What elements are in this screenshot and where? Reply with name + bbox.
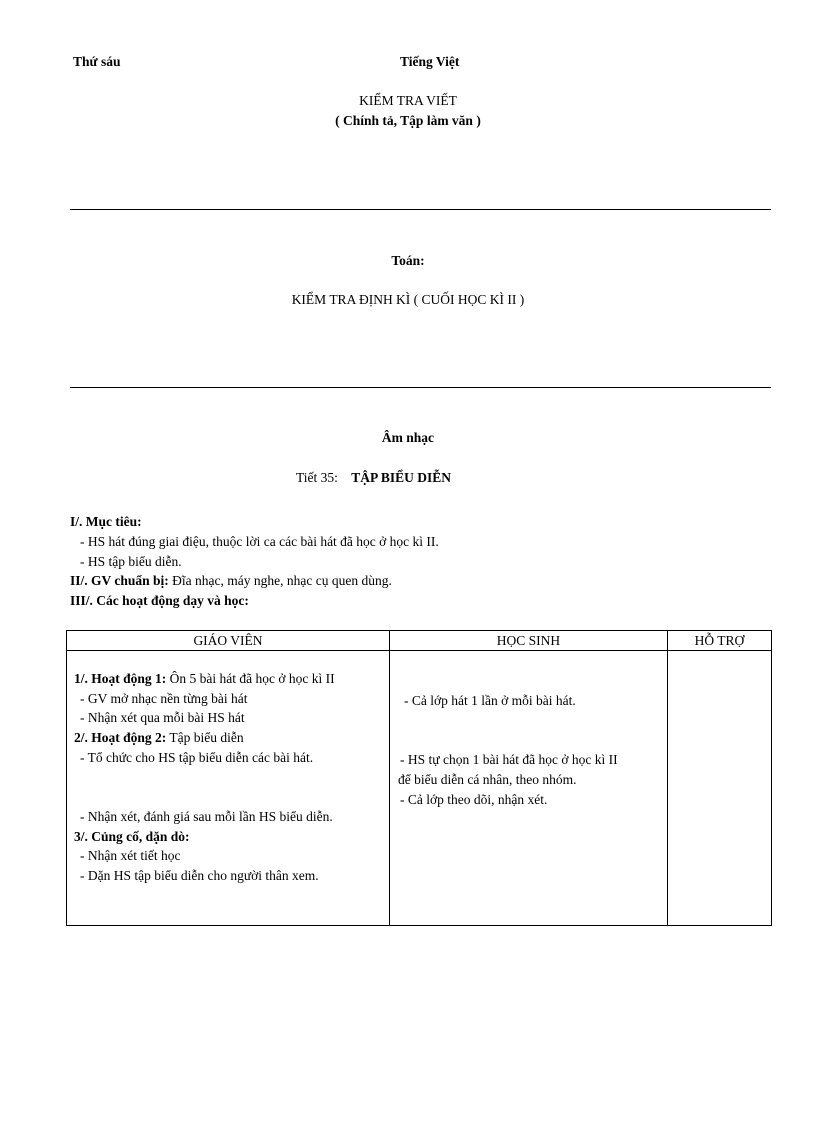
subject-math: Toán: — [391, 253, 425, 268]
day-label: Thứ sáu — [73, 54, 121, 69]
teacher-step: - GV mở nhạc nền từng bài hát — [80, 691, 248, 706]
objectives-heading: I/. Mục tiêu: — [70, 514, 142, 529]
student-column — [390, 651, 668, 926]
preparation-line — [70, 573, 392, 589]
objective-item-1: - HS hát đúng giai điệu, thuộc lời ca các bài hát đã học ở học kì II. — [80, 534, 439, 549]
title-written-test: KIỂM TRA VIẾT — [359, 93, 457, 108]
title-periodic-test: KIỂM TRA ĐỊNH KÌ ( CUỐI HỌC KÌ II ) — [291, 292, 525, 307]
activity-2 — [74, 730, 244, 746]
subtitle-written-test: ( Chính tả, Tập làm văn ) — [335, 113, 481, 128]
teacher-step: - Dặn HS tập biểu diễn cho người thân xem. — [80, 868, 319, 883]
lesson-heading — [296, 470, 451, 486]
divider-1 — [70, 209, 771, 210]
activity-1 — [74, 671, 335, 687]
activity-2-label: 2/. Hoạt động 2: — [74, 730, 167, 745]
teacher-column — [67, 651, 390, 926]
student-step: - Cả lớp hát 1 lần ở mỗi bài hát. — [404, 693, 576, 708]
lesson-title: TẬP BIỂU DIỄN — [351, 470, 452, 485]
preparation-heading: II/. GV chuẩn bị: — [70, 573, 169, 588]
activity-3-label: 3/. Củng cố, dặn dò: — [74, 829, 190, 844]
divider-2 — [70, 387, 771, 388]
activity-1-text: Ôn 5 bài hát đã học ở học kì II — [166, 671, 335, 686]
subject-music: Âm nhạc — [381, 430, 435, 445]
header-student: HỌC SINH — [390, 631, 668, 651]
subject-vietnamese: Tiếng Việt — [400, 54, 460, 69]
table-header-row — [67, 631, 772, 651]
activities-table — [66, 630, 772, 926]
activity-1-label: 1/. Hoạt động 1: — [74, 671, 167, 686]
preparation-text: Đĩa nhạc, máy nghe, nhạc cụ quen dùng. — [168, 573, 392, 588]
table-row — [67, 651, 772, 926]
teacher-step: - Nhận xét, đánh giá sau mỗi lần HS biểu diễn. — [80, 809, 333, 824]
activity-2-text: Tập biểu diễn — [166, 730, 244, 745]
teacher-step: - Nhận xét qua mỗi bài HS hát — [80, 710, 245, 725]
header-support: HỖ TRỢ — [668, 631, 772, 651]
student-step: để biểu diễn cá nhân, theo nhóm. — [398, 772, 577, 787]
activities-heading: III/. Các hoạt động dạy và học: — [70, 593, 249, 608]
teacher-step: - Nhận xét tiết học — [80, 848, 181, 863]
lesson-number: Tiết 35: — [296, 470, 338, 485]
support-column — [668, 651, 772, 926]
teacher-step: - Tổ chức cho HS tập biểu diễn các bài hát. — [80, 750, 314, 765]
header-teacher: GIÁO VIÊN — [67, 631, 390, 651]
student-step: - Cả lớp theo dõi, nhận xét. — [400, 792, 548, 807]
student-step: - HS tự chọn 1 bài hát đã học ở học kì II — [400, 752, 618, 767]
objective-item-2: - HS tập biểu diễn. — [80, 554, 182, 569]
